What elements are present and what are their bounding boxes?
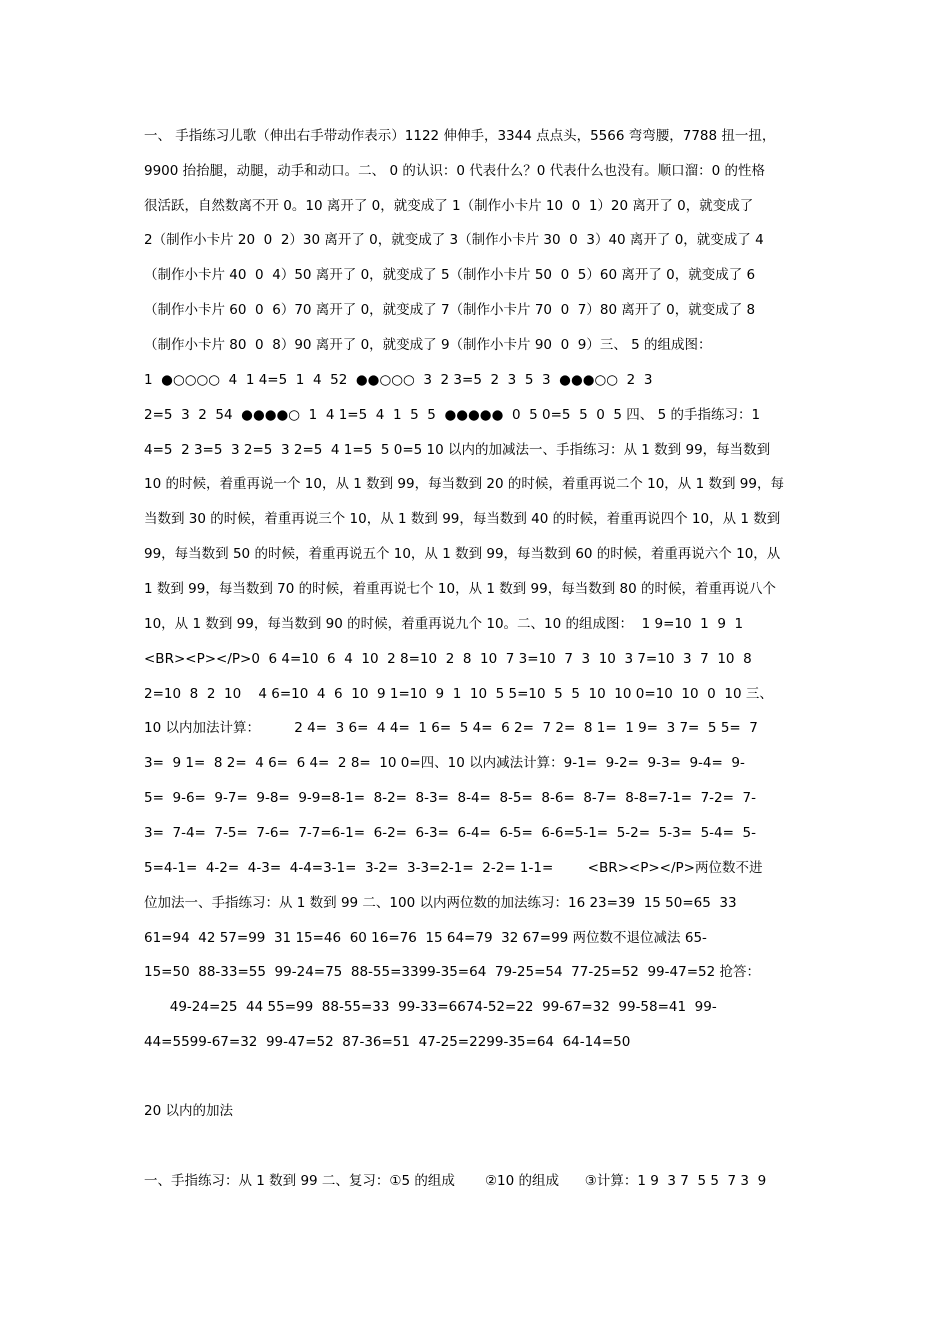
text-line: 10 的时候，着重再说一个 10，从 1 数到 99，每当数到 20 的时候，着重再说二个 10，从 1 数到 99，每 xyxy=(144,476,784,492)
text-line: 10 以内加法计算： 2 4= 3 6= 4 4= 1 6= 5 4= 6 2= 7 2= 8 1= 1 9= 3 7= 5 5= 7 xyxy=(144,720,758,736)
text-line: 2（制作小卡片 20 0 2）30 离开了 0，就变成了 3（制作小卡片 30 0 3）40 离开了 0，就变成了 4 xyxy=(144,232,764,248)
text-line: （制作小卡片 80 0 8）90 离开了 0，就变成了 9（制作小卡片 90 0 9）三、 5 的组成图： xyxy=(144,337,712,353)
text-line: 9900 抬抬腿，动腿，动手和动口。二、 0 的认识：0 代表什么？0 代表什么也没有。顺口溜：0 的性格 xyxy=(144,163,765,179)
section-heading: 20 以内的加法 xyxy=(144,1103,233,1119)
text-line: 49-24=25 44 55=99 88-55=33 99-33=6674-52=22 99-67=32 99-58=41 99- xyxy=(144,999,717,1015)
text-line: （制作小卡片 60 0 6）70 离开了 0，就变成了 7（制作小卡片 70 0 7）80 离开了 0，就变成了 8 xyxy=(144,302,756,318)
text-line: 位加法一、手指练习：从 1 数到 99 二、100 以内两位数的加法练习：16 23=39 15 50=65 33 xyxy=(144,895,737,911)
text-line: 2=10 8 2 10 4 6=10 4 6 10 9 1=10 9 1 10 5 5=10 5 5 10 10 0=10 10 0 10 三、 xyxy=(144,686,773,702)
text-line: <BR><P></P>0 6 4=10 6 4 10 2 8=10 2 8 10 7 3=10 7 3 10 3 7=10 3 7 10 8 xyxy=(144,651,752,667)
text-line: 一、 手指练习儿歌（伸出右手带动作表示）1122 伸伸手，3344 点点头，5566 弯弯腰，7788 扭一扭， xyxy=(144,128,776,144)
text-line: 5= 9-6= 9-7= 9-8= 9-9=8-1= 8-2= 8-3= 8-4= 8-5= 8-6= 8-7= 8-8=7-1= 7-2= 7- xyxy=(144,790,756,806)
text-line: 44=5599-67=32 99-47=52 87-36=51 47-25=2299-35=64 64-14=50 xyxy=(144,1034,631,1050)
text-line: 2=5 3 2 54 ●●●●○ 1 4 1=5 4 1 5 5 ●●●●● 0 5 0=5 5 0 5 四、 5 的手指练习：1 xyxy=(144,407,761,423)
text-line: 4=5 2 3=5 3 2=5 3 2=5 4 1=5 5 0=5 10 以内的加减法一、手指练习：从 1 数到 99，每当数到 xyxy=(144,442,771,458)
text-line: （制作小卡片 40 0 4）50 离开了 0，就变成了 5（制作小卡片 50 0 5）60 离开了 0，就变成了 6 xyxy=(144,267,756,283)
text-line: 3= 9 1= 8 2= 4 6= 6 4= 2 8= 10 0=四、10 以内减法计算：9-1= 9-2= 9-3= 9-4= 9- xyxy=(144,755,745,771)
text-line: 3= 7-4= 7-5= 7-6= 7-7=6-1= 6-2= 6-3= 6-4= 6-5= 6-6=5-1= 5-2= 5-3= 5-4= 5- xyxy=(144,825,756,841)
text-line: 1 数到 99，每当数到 70 的时候，着重再说七个 10，从 1 数到 99，每当数到 80 的时候，着重再说八个 xyxy=(144,581,776,597)
text-line: 99，每当数到 50 的时候，着重再说五个 10，从 1 数到 99，每当数到 60 的时候，着重再说六个 10，从 xyxy=(144,546,781,562)
text-line: 一、手指练习：从 1 数到 99 二、复习：①5 的组成 ②10 的组成 ③计算：1 9 3 7 5 5 7 3 9 xyxy=(144,1173,767,1189)
text-line: 5=4-1= 4-2= 4-3= 4-4=3-1= 3-2= 3-3=2-1= 2-2= 1-1= <BR><P></P>两位数不进 xyxy=(144,860,763,876)
text-line: 当数到 30 的时候，着重再说三个 10，从 1 数到 99，每当数到 40 的时候，着重再说四个 10，从 1 数到 xyxy=(144,511,781,527)
text-line: 15=50 88-33=55 99-24=75 88-55=3399-35=64 79-25=54 77-25=52 99-47=52 抢答： xyxy=(144,964,760,980)
text-line: 很活跃，自然数离不开 0。10 离开了 0，就变成了 1（制作小卡片 10 0 1）20 离开了 0，就变成了 xyxy=(144,198,754,214)
text-line: 1 ●○○○○ 4 1 4=5 1 4 52 ●●○○○ 3 2 3=5 2 3 5 3 ●●●○○ 2 3 xyxy=(144,372,653,388)
text-line: 10，从 1 数到 99，每当数到 90 的时候，着重再说九个 10。二、10 的组成图： 1 9=10 1 9 1 xyxy=(144,616,744,632)
text-line: 61=94 42 57=99 31 15=46 60 16=76 15 64=79 32 67=99 两位数不退位减法 65- xyxy=(144,930,707,946)
